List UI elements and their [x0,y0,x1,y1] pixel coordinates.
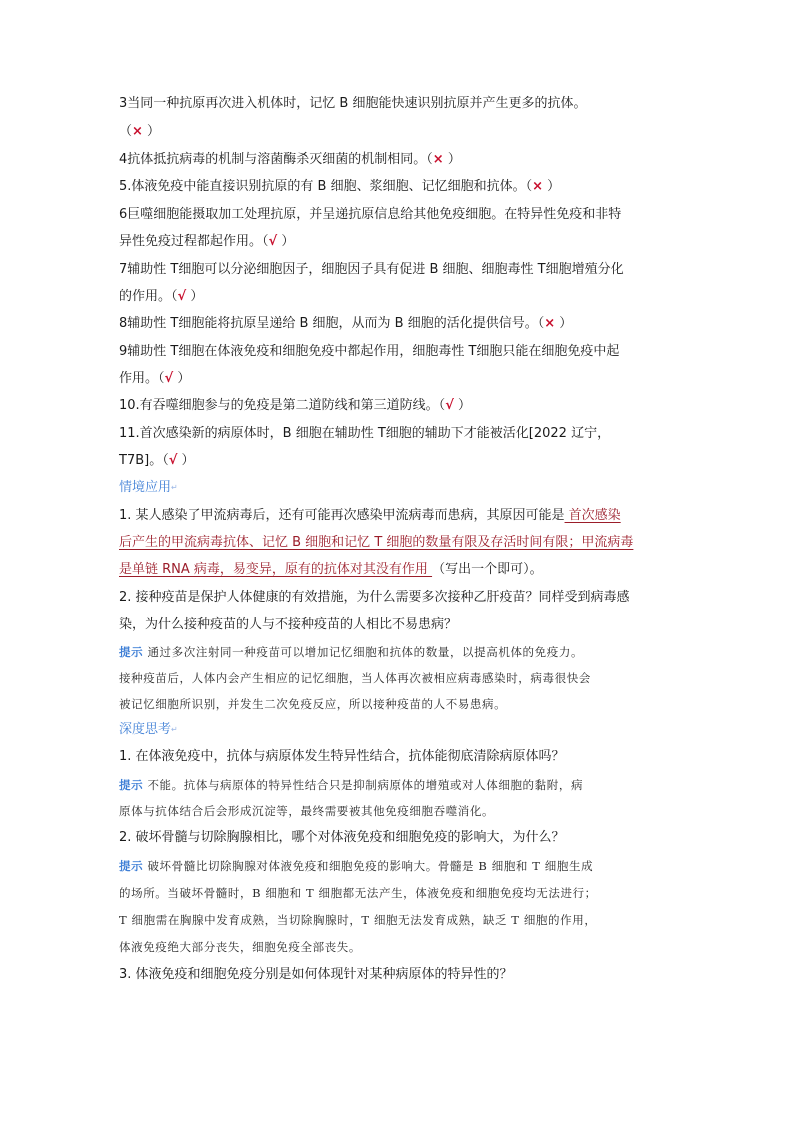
situation-q1-line3: 是单链 RNA 病毒，易变异，原有的抗体对其没有作用 （写出一个即可）。 [119,562,543,577]
judgment-9-line1: 9辅助性 T细胞在体液免疫和细胞免疫中都起作用，细胞毒性 T细胞只能在细胞免疫中起 [119,344,620,359]
deep-q2-tip-line1: 提示 破坏骨髓比切除胸腺对体液免疫和细胞免疫的影响大。骨髓是 B 细胞和 T 细胞生成 [119,859,594,873]
judgment-6-line2: 异性免疫过程都起作用。（√ ） [119,234,295,249]
tip-label: 提示 [119,778,144,792]
deep-q3-line1: 3. 体液免疫和细胞免疫分别是如何体现针对某种病原体的特异性的？ [119,967,513,982]
check-mark-icon: √ [164,371,174,386]
section-heading-deep: 深度思考↵ [119,722,178,737]
situation-q2-line1: 2. 接种疫苗是保护人体健康的有效措施，为什么需要多次接种乙肝疫苗？同样受到病毒感 [119,590,630,605]
situation-q2-tip-line2: 接种疫苗后，人体内会产生相应的记忆细胞，当人体再次被相应病毒感染时，病毒很快会 [119,671,591,685]
judgment-8: 8辅助性 T细胞能将抗原呈递给 B 细胞，从而为 B 细胞的活化提供信号。（× ） [119,316,573,331]
paragraph-mark-icon: ↵ [171,725,178,734]
deep-q2-tip-line2: 的场所。当破坏骨髓时，B 细胞和 T 细胞都无法产生，体液免疫和细胞免疫均无法进行； [119,886,597,900]
situation-q2-line2: 染，为什么接种疫苗的人与不接种疫苗的人相比不易患病？ [119,617,458,632]
deep-q1-tip-line1: 提示 不能。抗体与病原体的特异性结合只是抑制病原体的增殖或对人体细胞的黏附，病 [119,778,584,792]
judgment-9-line2: 作用。（√ ） [119,371,191,386]
situation-q2-tip-line3: 被记忆细胞所识别，并发生二次免疫反应，所以接种疫苗的人不易患病。 [119,697,507,711]
check-mark-icon: √ [177,289,187,304]
cross-mark-icon: × [544,316,556,331]
deep-q2-tip-line4: 体液免疫绝大部分丧失，细胞免疫全部丧失。 [119,940,361,954]
deep-q2-tip-line3: T 细胞需在胸腺中发育成熟，当切除胸腺时，T 细胞无法发育成熟，缺乏 T 细胞的作用， [119,913,597,927]
deep-q1-tip-line2: 原体与抗体结合后会形成沉淀等，最终需要被其他免疫细胞吞噬消化。 [119,804,495,818]
section-heading-situation: 情境应用↵ [119,480,178,495]
tip-label: 提示 [119,859,144,873]
judgment-6-line1: 6巨噬细胞能摄取加工处理抗原，并呈递抗原信息给其他免疫细胞。在特异性免疫和非特 [119,207,622,222]
situation-q1-answer: 首次感染 [564,508,621,523]
check-mark-icon: √ [445,398,454,413]
situation-q2-tip-line1: 提示 通过多次注射同一种疫苗可以增加记忆细胞和抗体的数量，以提高机体的免疫力。 [119,645,584,659]
judgment-11-line2: T7B]。（√ ） [119,453,195,468]
cross-mark-icon: × [132,124,143,139]
cross-mark-icon: × [532,179,543,194]
cross-mark-icon: × [432,152,444,167]
paragraph-mark-icon: ↵ [171,483,178,492]
judgment-4: 4抗体抵抗病毒的机制与溶菌酶杀灭细菌的机制相同。（× ） [119,152,461,167]
judgment-7-line2: 的作用。（√ ） [119,289,204,304]
judgment-3-answer: （× ） [119,124,161,139]
judgment-7-line1: 7辅助性 T细胞可以分泌细胞因子，细胞因子具有促进 B 细胞、细胞毒性 T细胞增殖分化 [119,262,624,277]
deep-q1-line1: 1. 在体液免疫中，抗体与病原体发生特异性结合，抗体能彻底清除病原体吗？ [119,749,565,764]
tip-label: 提示 [119,645,144,659]
judgment-10: 10.有吞噬细胞参与的免疫是第二道防线和第三道防线。（√ ） [119,398,471,413]
judgment-3-line1: 3当同一种抗原再次进入机体时，记忆 B 细胞能快速识别抗原并产生更多的抗体。 [119,96,587,111]
judgment-11-line1: 11.首次感染新的病原体时，B 细胞在辅助性 T细胞的辅助下才能被活化[2022 辽宁， [119,426,611,441]
situation-q1-line2: 后产生的甲流病毒抗体、记忆 B 细胞和记忆 T 细胞的数量有限及存活时间有限；甲流病毒 [119,535,634,550]
judgment-5: 5.体液免疫中能直接识别抗原的有 B 细胞、浆细胞、记忆细胞和抗体。（× ） [119,179,561,194]
situation-q1-line1: 1. 某人感染了甲流病毒后，还有可能再次感染甲流病毒而患病，其原因可能是 首次感染 [119,508,621,523]
deep-q2-line1: 2. 破坏骨髓与切除胸腺相比，哪个对体液免疫和细胞免疫的影响大，为什么？ [119,830,565,845]
check-mark-icon: √ [268,234,278,249]
check-mark-icon: √ [168,453,178,468]
